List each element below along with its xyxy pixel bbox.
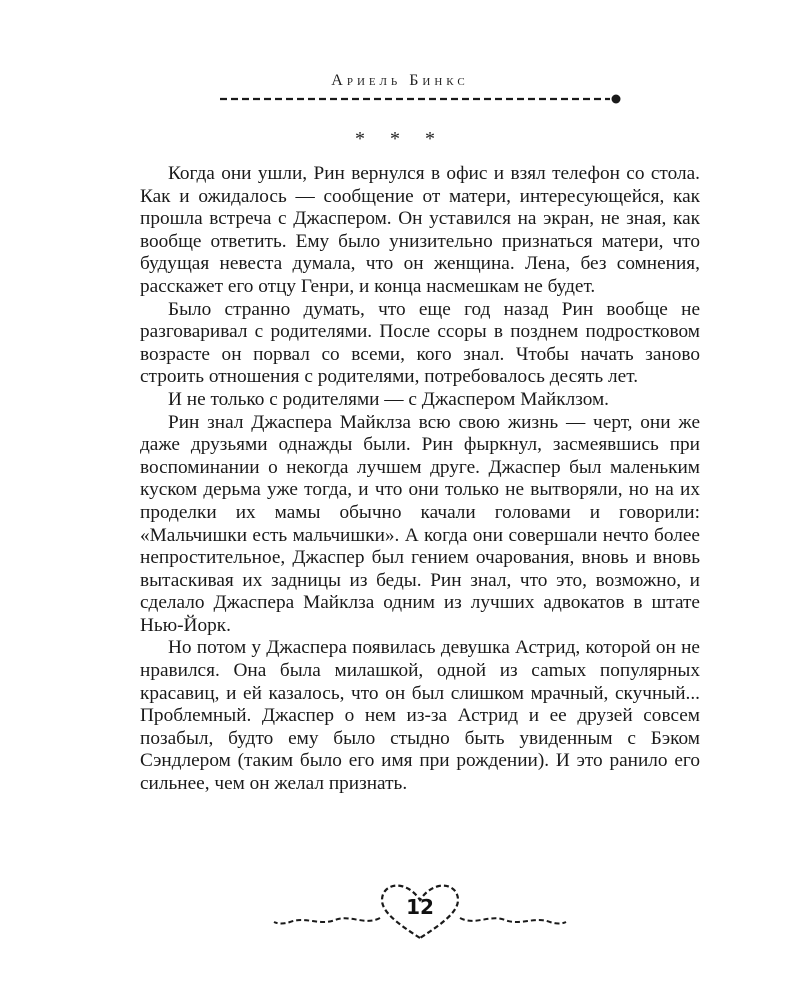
- paragraph-5: Но потом у Джаспера появилась девушка Астрид, которой он не нравился. Она была милашкой, одной из саmых популярных красавиц, и ей казалось, что он был слишком мрачный, скучный... Проблемный. Джаспер о нем из-за Астрид и ее друзей совсем позабыл, будто ему было стыдно быть увиденным с Бэком Сэндлером (таким было его имя при рождении). И это ранило его сильнее, чем он желал признать.: [140, 637, 700, 795]
- header-dashed-rule: [218, 92, 624, 106]
- paragraph-3: И не только с родителями — с Джаспером Майклзом.: [168, 388, 610, 410]
- paragraph-2: Было странно думать, что еще год назад Рин вообще не разговаривал с родителями. После ссоры в позднем подростковом возрасте он порвал со всеми, кого знал. Чтобы начать заново строить отношения с родителями, потребовалось десять лет.: [140, 298, 700, 388]
- page-number: 12: [406, 895, 434, 919]
- paragraph-1: Когда они ушли, Рин вернулся в офис и взял телефон со стола. Как и ожидалось — сообщение от матери, интересующейся, как прошла встреча с Джаспером. Он уставился на экран, не зная, как вообще ответить. Ему было унизительно признаться матери, что будущая невеста думала, что он женщина. Лена, без сомнения, расскажет его отцу Генри, и конца насмешкам не будет.: [140, 163, 700, 297]
- body-text: [140, 163, 700, 796]
- scene-break: * * *: [355, 128, 445, 150]
- paragraph-4: Рин знал Джаспера Майклза всю свою жизнь — черт, они же даже друзьями однажды были. Рин фыркнул, засмеявшись при воспоминании о некогда лучшем друге. Джаспер был маленьким куском дерьма уже тогда, и что они только не вытворяли, но на их проделки их мамы обычно качали головами и говорили: «Мальчишки есть мальчишки». А когда они совершали нечто более непростительное, Джаспер был гением очарования, вновь и вновь вытаскивая их задницы из беды. Рин знал, что это, возможно, и сделало Джаспера Майклза одним из лучших адвокатов в штате Нью-Йорк.: [140, 411, 700, 636]
- running-header-author: Ариель Бинкс: [331, 72, 469, 89]
